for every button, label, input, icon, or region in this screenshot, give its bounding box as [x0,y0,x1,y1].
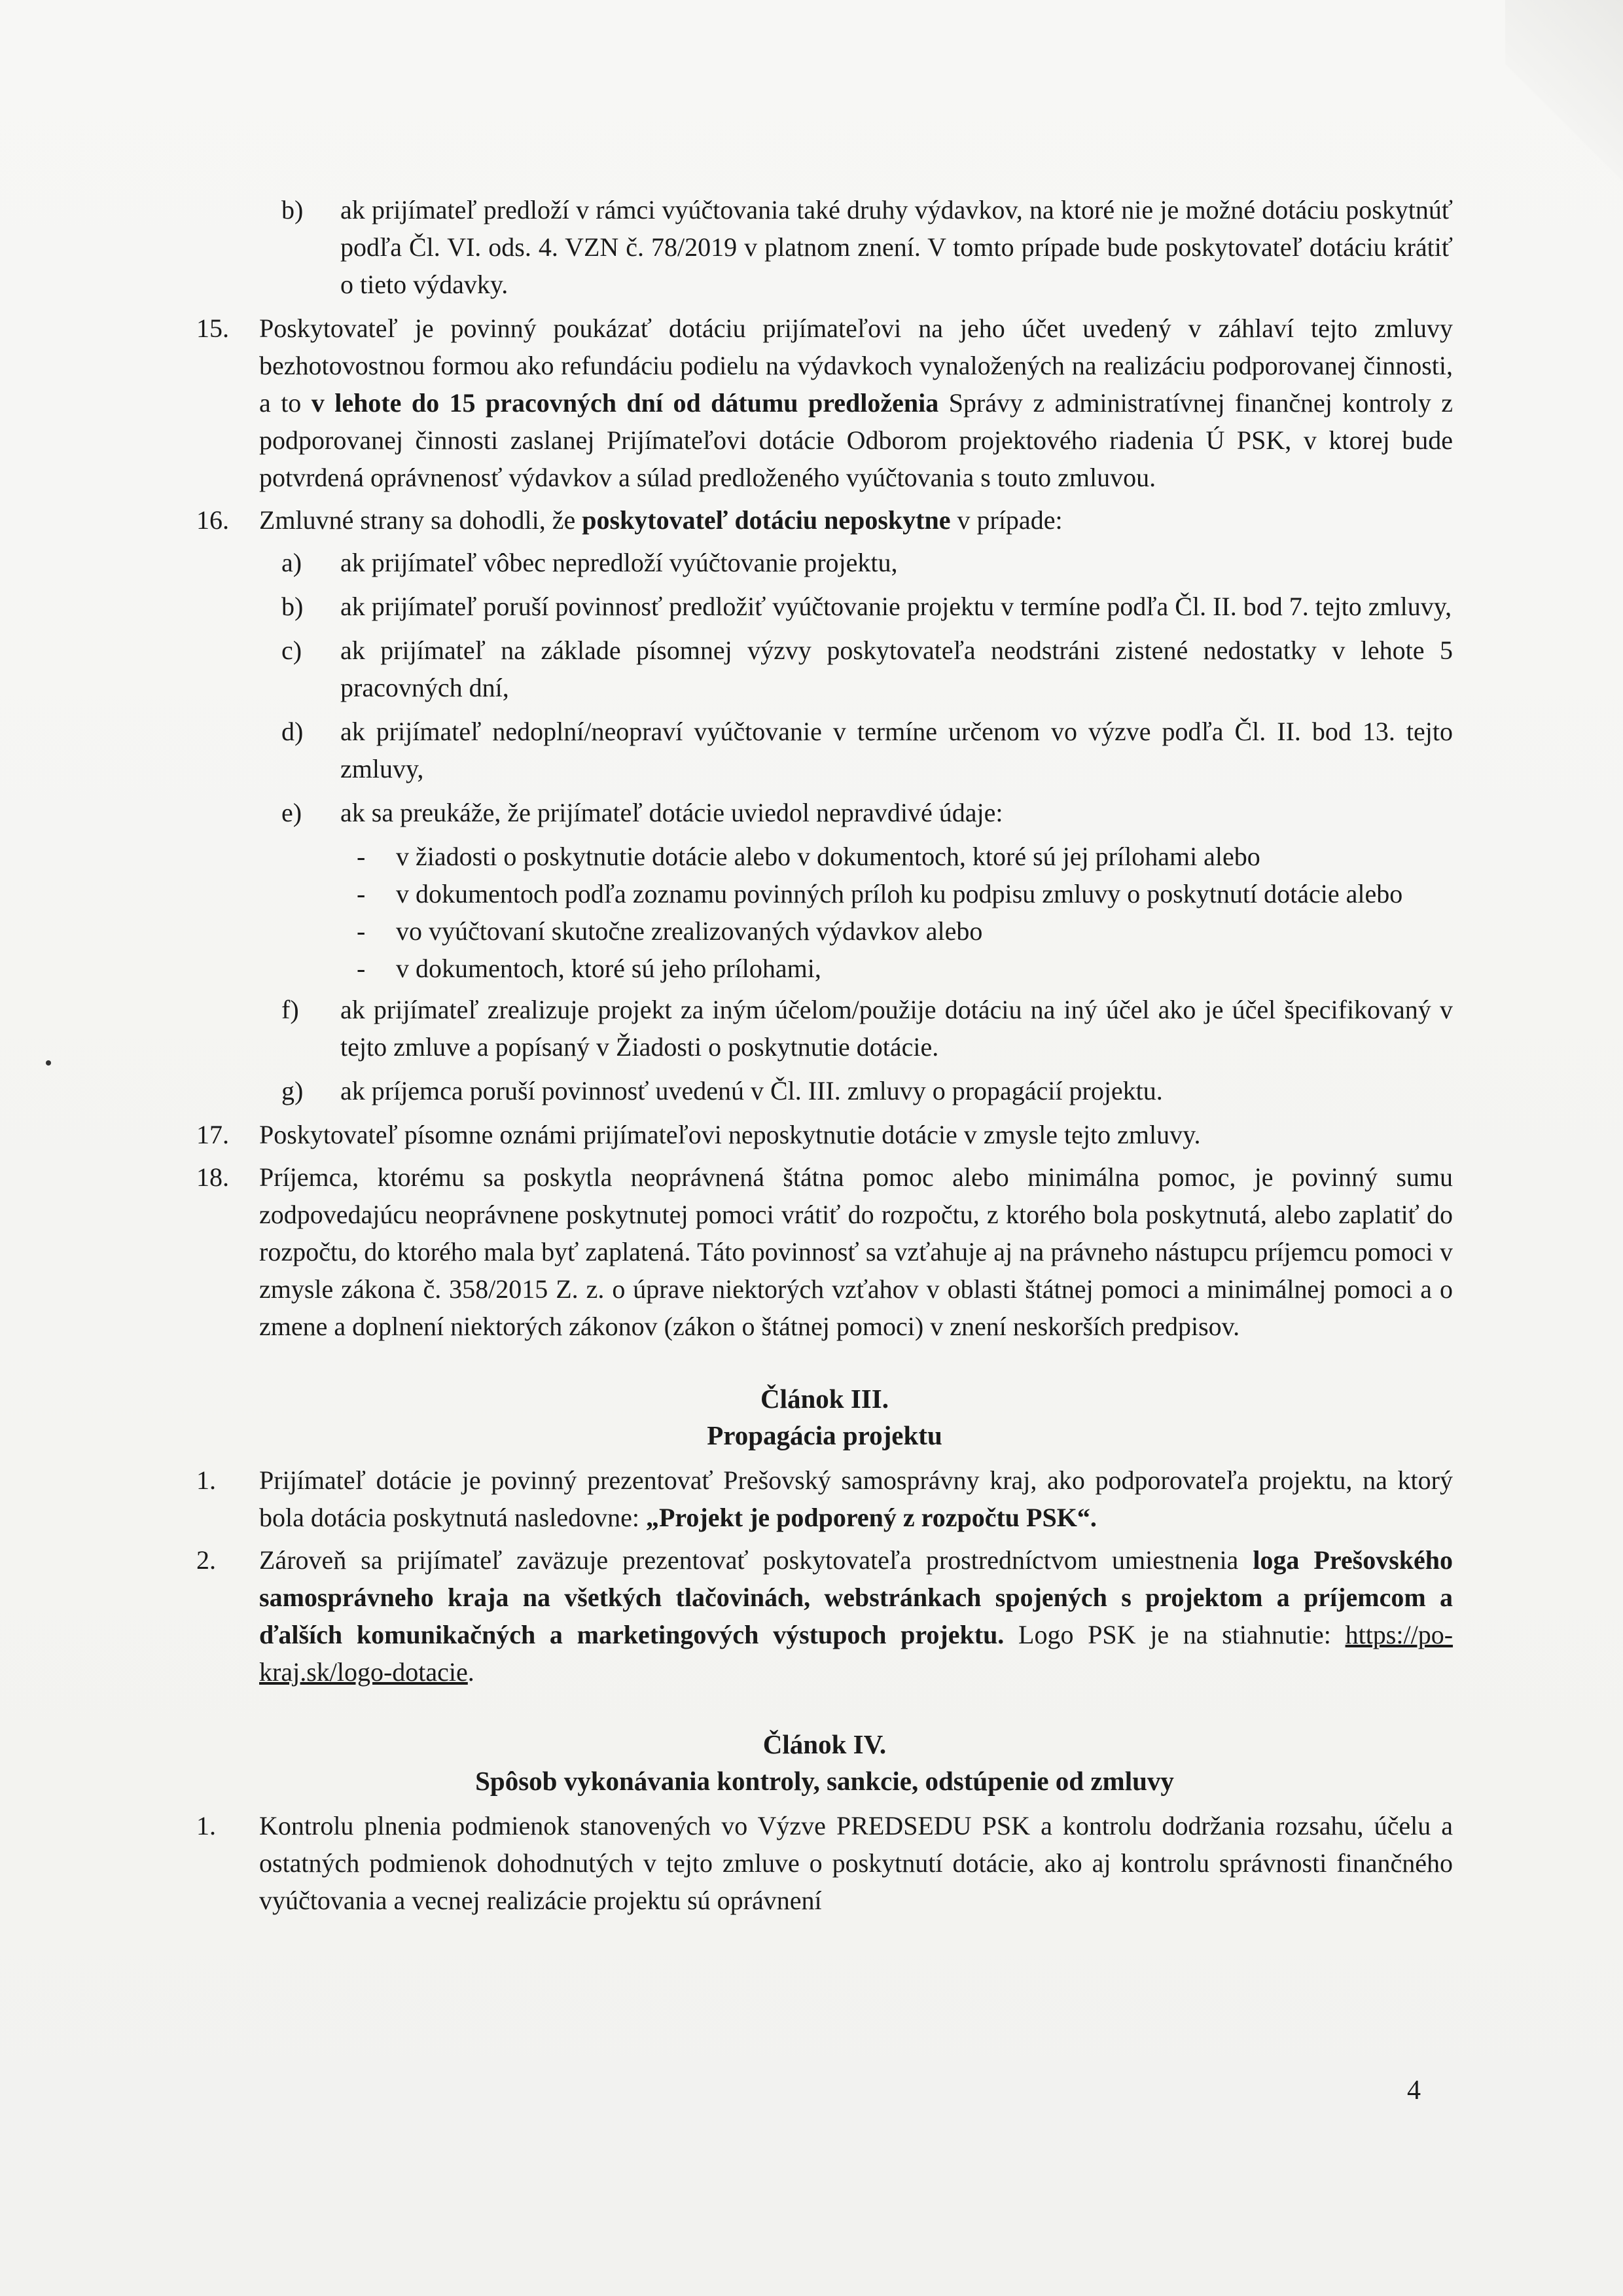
clause-number: 17. [196,1120,229,1149]
clause-text: v prípade: [957,505,1063,535]
dash-mark: - [357,916,366,946]
dash-text: vo vyúčtovaní skutočne zrealizovaných výdavkov alebo [396,916,983,946]
article-title: Článok III. [760,1384,889,1414]
clause-15 [196,310,1453,496]
clause-number: 15. [196,314,229,343]
list-label: g) [281,1076,304,1105]
clause-17 [196,1116,1453,1153]
list-item [196,713,1453,787]
list-label: f) [281,995,299,1024]
clause-bold-text: loga Prešovského samosprávneho kraja na všetkých tlačovinách, webstránkach spojených s projektom a príjemcom a ďalších komunikačných a marketingových výstupoch projektu. [259,1545,1454,1649]
list-item [196,588,1453,625]
dash-item [196,875,1453,912]
list-item-14b [196,191,1453,303]
clause-text: Logo PSK je na stiahnutie: [1018,1620,1331,1649]
list-label: b) [281,195,304,224]
list-item [196,632,1453,706]
clause-text: . [467,1657,474,1687]
clause-text: Zároveň sa prijímateľ zaväzuje prezentovať poskytovateľa prostredníctvom umiestnenia [259,1545,1239,1575]
list-item [196,991,1453,1066]
list-text: ak príjemca poruší povinnosť uvedenú v Čl. III. zmluvy o propagácií projektu. [340,1076,1163,1105]
list-item [196,544,1453,581]
article-subtitle: Spôsob vykonávania kontroly, sankcie, odstúpenie od zmluvy [475,1766,1174,1796]
clause-18 [196,1158,1453,1345]
page-number: 4 [1407,2075,1421,2106]
clause-bold-text: „Projekt je podporený z rozpočtu PSK“. [645,1503,1097,1532]
list-item [196,1072,1453,1109]
list-text: ak prijímateľ zrealizuje projekt za iným účelom/použije dotáciu na iný účel ako je účel špecifikovaný v tejto zmluve a popísaný v Žiadosti o poskytnutie dotácie. [340,995,1453,1062]
article-title: Článok IV. [762,1729,887,1759]
list-text: ak prijímateľ nedoplní/neopraví vyúčtovanie v termíne určenom vo výzve podľa Čl. II. bod 13. tejto zmluvy, [340,717,1453,783]
list-text: ak prijímateľ predloží v rámci vyúčtovania také druhy výdavkov, na ktoré nie je možné dotáciu poskytnúť podľa Čl. VI. ods. 4. VZN č. 78/2019 v platnom znení. V tomto prípade bude poskytovateľ dotáciu krátiť o tieto výdavky. [340,195,1453,299]
document-body [196,191,1453,1924]
list-text: ak prijímateľ na základe písomnej výzvy poskytovateľa neodstráni zistené nedostatky v lehote 5 pracovných dní, [340,636,1453,702]
list-label: e) [281,798,302,827]
page-fold-shadow [1505,0,1623,209]
clause-text: Poskytovateľ písomne oznámi prijímateľovi neposkytnutie dotácie v zmysle tejto zmluvy. [259,1120,1201,1149]
list-text: ak prijímateľ vôbec nepredloží vyúčtovanie projektu, [340,548,898,577]
list-text: ak prijímateľ poruší povinnosť predložiť vyúčtovanie projektu v termíne podľa Čl. II. bod 7. tejto zmluvy, [340,592,1452,621]
list-label: c) [281,636,302,665]
article-subtitle: Propagácia projektu [707,1420,942,1450]
dash-mark: - [357,954,366,983]
dash-item [196,838,1453,875]
clause-bold-text: v lehote do 15 pracovných dní od dátumu predloženia [311,388,939,418]
logo-download-link[interactable]: https://po-kraj.sk/logo-dotacie [259,1620,1454,1687]
dash-mark: - [357,879,366,908]
list-label: b) [281,592,304,621]
dash-item [196,950,1453,987]
clause-text: Kontrolu plnenia podmienok stanovených vo Výzve PREDSEDU PSK a kontrolu dodržania rozsahu, účelu a ostatných podmienok dohodnutých v tejto zmluve o poskytnutí dotácie, ako aj kontrolu správnosti finančného vyúčtovania a vecnej realizácie projektu sú oprávnení [259,1811,1453,1915]
clause-number: 18. [196,1162,229,1192]
clause-16 [196,501,1453,539]
dash-text: v dokumentoch podľa zoznamu povinných príloh ku podpisu zmluvy o poskytnutí dotácie alebo [396,879,1403,908]
clause-text: Správy z administratívnej finančnej kontroly z podporovanej činnosti zaslanej Prijímateľovi dotácie Odborom projektového riadenia Ú PSK, v ktorej bude potvrdená oprávnenosť výdavkov a súlad predloženého vyúčtovania s touto zmluvou. [259,388,1454,492]
list-text: ak sa preukáže, že prijímateľ dotácie uviedol nepravdivé údaje: [340,798,1003,827]
clause-text: Poskytovateľ je povinný poukázať dotáciu prijímateľovi na jeho účet uvedený v záhlaví tejto zmluvy bezhotovostnou formou ako refundáciu podielu na výdavkoch vynaložených na realizáciu podporovanej činnosti, a to [259,314,1453,418]
article-3-heading [196,1380,1453,1454]
clause-text: Zmluvné strany sa dohodli, že [259,505,576,535]
article-4-heading [196,1726,1453,1799]
clause-bold-text: poskytovateľ dotáciu neposkytne [582,505,951,535]
list-label: a) [281,548,302,577]
clause-number: 1. [196,1811,216,1840]
article-3-clause-2 [196,1541,1453,1691]
list-item [196,794,1453,831]
dash-mark: - [357,842,366,871]
clause-text: Príjemca, ktorému sa poskytla neoprávnená štátna pomoc alebo minimálna pomoc, je povinný sumu zodpovedajúcu neoprávnene poskytnutej pomoci vrátiť do rozpočtu, z ktorého bola poskytnutá, alebo zaplatiť do rozpočtu, do ktorého mala byť zaplatená. Táto povinnosť sa vzťahuje aj na právneho nástupcu príjemcu pomoci v zmysle zákona č. 358/2015 Z. z. o úprave niektorých vzťahov v oblasti štátnej pomoci a minimálnej pomoci a o zmene a doplnení niektorých zákonov (zákon o štátnej pomoci) v znení neskorších predpisov. [259,1162,1453,1341]
clause-number: 16. [196,505,229,535]
clause-text: Prijímateľ dotácie je povinný prezentovať Prešovský samosprávny kraj, ako podporovateľa projektu, na ktorý bola dotácia poskytnutá nasledovne: [259,1465,1453,1532]
article-3-clause-1 [196,1462,1453,1536]
list-label: d) [281,717,304,746]
clause-number: 2. [196,1545,216,1575]
ink-dot [46,1060,51,1066]
clause-number: 1. [196,1465,216,1495]
article-4-clause-1 [196,1807,1453,1919]
dash-item [196,912,1453,950]
dash-text: v žiadosti o poskytnutie dotácie alebo v dokumentoch, ktoré sú jej prílohami alebo [396,842,1260,871]
dash-text: v dokumentoch, ktoré sú jeho prílohami, [396,954,821,983]
